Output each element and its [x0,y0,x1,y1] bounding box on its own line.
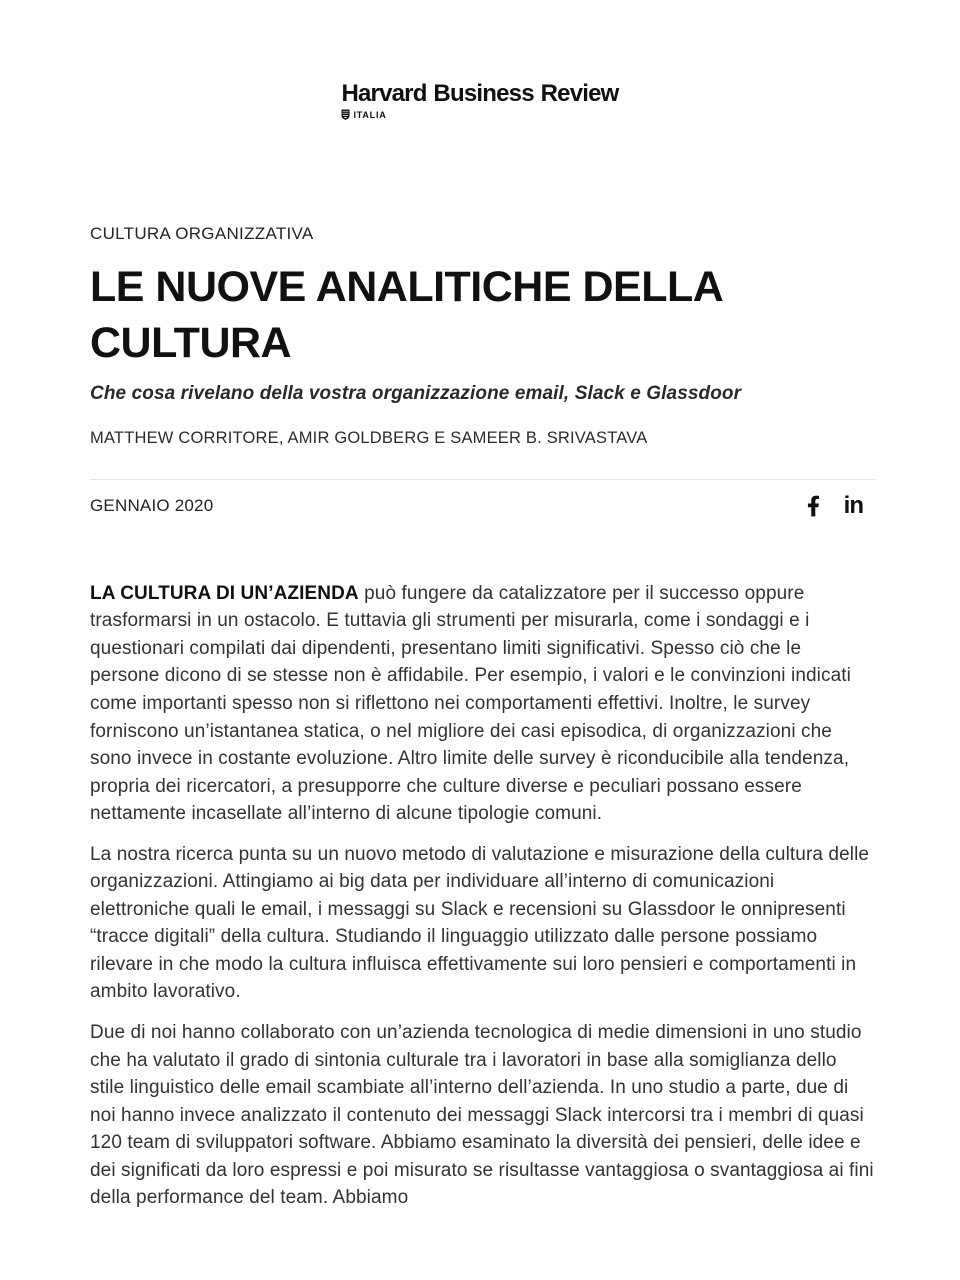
body-paragraph [90,1019,875,1212]
article-category-link[interactable]: CULTURA ORGANIZZATIVA [90,224,314,243]
facebook-share-icon[interactable] [807,494,820,518]
paragraph-text: Due di noi hanno collaborato con un’azienda tecnologica di medie dimensioni in uno studio che ha valutato il grado di sintonia culturale tra i lavoratori in base alla somiglianza dello stile linguistico delle email scambiate all’interno dell’azienda. In uno studio a parte, due di noi hanno invece analizzato il contenuto dei messaggi Slack intercorsi tra i membri di quasi 120 team di sviluppatori software. Abbiamo esaminato la diversità dei pensieri, delle idee e dei significati da loro espressi e poi misurato se risultasse vantaggiosa o svantaggiosa ai fini della performance del team. Abbiamo [90,1021,874,1209]
article-meta-row [90,491,875,519]
share-buttons [807,491,875,519]
body-paragraph [90,841,875,1006]
article [90,120,875,1212]
hbr-logo-edition-label: ITALIA [353,109,387,120]
article-authors: MATTHEW CORRITORE, AMIR GOLDBERG E SAMEER B. SRIVASTAVA [90,428,648,447]
article-date: GENNAIO 2020 [90,495,214,515]
paragraph-text: La nostra ricerca punta su un nuovo metodo di valutazione e misurazione della cultura delle organizzazioni. Attingiamo ai big data per individuare all’interno di comunicazioni elettroniche quali le email, i messaggi su Slack e recensioni su Glassdoor le onnipresenti “tracce digitali” della cultura. Studiando il linguaggio utilizzato dalle persone possiamo rilevare in che modo la cultura influisca effettivamente sui loro pensieri e comportamenti in ambito lavorativo. [90,843,870,1003]
article-body [90,580,875,1212]
hbr-logo-edition-row [341,109,618,120]
hbr-logo-wordmark: Harvard Business Review [341,80,619,107]
hbs-shield-icon [341,109,350,120]
paragraph-lead: LA CULTURA DI UN’AZIENDA [90,582,359,604]
body-paragraph [90,580,875,828]
site-header [0,0,960,120]
article-title: LE NUOVE ANALITICHE DELLA CULTURA [90,263,722,367]
hbr-logo[interactable] [341,82,618,120]
paragraph-text: può fungere da catalizzatore per il successo oppure trasformarsi in un ostacolo. E tuttavia gli strumenti per misurarla, come i sondaggi e i questionari compilati dai dipendenti, presentano limiti significativi. Spesso ciò che le persone dicono di se stesse non è affidabile. Per esempio, i valori e le convinzioni indicati come importanti spesso non si riflettono nei comportamenti effettivi. Inoltre, le survey forniscono un’istantanea statica, o nel migliore dei casi episodica, di organizzazioni che sono invece in costante evoluzione. Altro limite delle survey è riconducibile alla tendenza, propria dei ricercatori, a presupporre che culture diverse e peculiari possano essere nettamente incasellate all’interno di alcune tipologie comuni. [90,582,851,825]
article-subtitle: Che cosa rivelano della vostra organizzazione email, Slack e Glassdoor [90,382,742,404]
linkedin-share-icon[interactable]: in [843,491,863,519]
divider [90,479,875,480]
